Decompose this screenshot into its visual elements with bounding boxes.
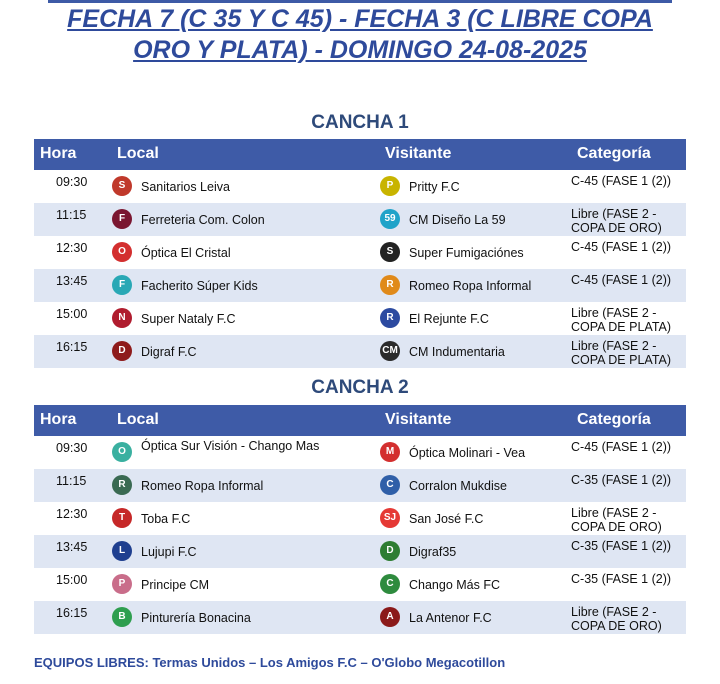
table-row [34,502,686,535]
table-header [34,405,686,436]
match-category: C-35 (FASE 1 (2)) [571,539,672,553]
lujupi-fc-crest-icon: L [112,541,132,561]
visitor-team: El Rejunte F.C [409,312,489,326]
match-time: 15:00 [56,573,88,587]
table-row [34,436,686,469]
super-fumigaciones-crest-icon: S [380,242,400,262]
match-time: 11:15 [56,474,87,488]
match-category: C-35 (FASE 1 (2)) [571,473,672,487]
visitor-team: Óptica Molinari - Vea [409,446,526,460]
header-hora: Hora [40,145,77,162]
toba-fc-crest-icon: T [112,508,132,528]
header-local: Local [117,411,159,428]
match-time: 12:30 [56,507,88,521]
local-team: Óptica Sur Visión - Chango Mas [141,439,320,453]
table-header [34,139,686,170]
match-category: C-45 (FASE 1 (2)) [571,240,672,254]
table-row [34,601,686,634]
cm-indumentaria-crest-icon: CM [380,341,400,361]
header-categoria: Categoría [577,411,651,428]
match-category: C-45 (FASE 1 (2)) [571,440,672,454]
local-team: Óptica El Cristal [141,246,231,260]
cancha-1-title: CANCHA 1 [311,112,409,133]
pritty-fc-crest-icon: P [380,176,400,196]
match-time: 15:00 [56,307,88,321]
local-team: Lujupi F.C [141,545,197,559]
romeo-ropa-informal-crest-icon: R [112,475,132,495]
header-categoria: Categoría [577,145,651,162]
cm-diseno-59-crest-icon: 59 [380,209,400,229]
page-title-line-2: ORO Y PLATA) - DOMINGO 24-08-2025 [133,36,587,64]
table-row [34,568,686,601]
chango-mas-fc-crest-icon: C [380,574,400,594]
visitor-team: San José F.C [409,512,484,526]
match-category: Libre (FASE 2 - COPA DE PLATA) [571,339,672,367]
match-time: 13:45 [56,274,88,288]
visitor-team: Super Fumigaciónes [409,246,524,260]
cancha-2-table [34,405,686,634]
san-jose-fc-crest-icon: SJ [380,508,400,528]
header-visitante: Visitante [385,411,452,428]
local-team: Ferreteria Com. Colon [141,213,265,227]
match-time: 09:30 [56,441,88,455]
visitor-team: Digraf35 [409,545,457,559]
visitor-team: La Antenor F.C [409,611,492,625]
match-time: 16:15 [56,606,88,620]
match-time: 11:15 [56,208,87,222]
match-category: C-35 (FASE 1 (2)) [571,572,672,586]
table-row [34,269,686,302]
match-category: Libre (FASE 2 - COPA DE ORO) [571,605,662,633]
page-title-line-1: FECHA 7 (C 35 Y C 45) - FECHA 3 (C LIBRE COPA [67,5,653,33]
match-time: 16:15 [56,340,88,354]
facherito-super-kids-crest-icon: F [112,275,132,295]
header-local: Local [117,145,159,162]
digraf-fc-crest-icon: D [112,341,132,361]
el-rejunte-crest-icon: R [380,308,400,328]
table-row [34,170,686,203]
cancha-1-table [34,139,686,368]
local-team: Digraf F.C [141,345,197,359]
visitor-team: Corralon Mukdise [409,479,507,493]
visitor-team: Chango Más FC [409,578,501,592]
corralon-mukdise-crest-icon: C [380,475,400,495]
local-team: Toba F.C [141,512,191,526]
match-category: Libre (FASE 2 - COPA DE ORO) [571,506,662,534]
table-row [34,469,686,502]
table-row [34,203,686,236]
pintureria-bonacina-crest-icon: B [112,607,132,627]
super-nataly-crest-icon: N [112,308,132,328]
top-accent-bar [48,0,672,3]
match-time: 12:30 [56,241,88,255]
visitor-team: CM Indumentaria [409,345,505,359]
match-category: Libre (FASE 2 - COPA DE PLATA) [571,306,672,334]
local-team: Facherito Súper Kids [141,279,258,293]
principe-cm-crest-icon: P [112,574,132,594]
table-row [34,236,686,269]
cancha-2-title: CANCHA 2 [311,377,409,398]
match-time: 13:45 [56,540,88,554]
table-row [34,335,686,368]
match-category: C-45 (FASE 1 (2)) [571,174,672,188]
table-row [34,535,686,568]
local-team: Principe CM [141,578,210,592]
match-category: Libre (FASE 2 - COPA DE ORO) [571,207,662,235]
free-teams-note: EQUIPOS LIBRES: Termas Unidos – Los Amigos F.C – O'Globo Megacotillon [34,655,506,670]
local-team: Pinturería Bonacina [141,611,251,625]
optica-el-cristal-crest-icon: O [112,242,132,262]
match-category: C-45 (FASE 1 (2)) [571,273,672,287]
digraf35-crest-icon: D [380,541,400,561]
optica-sur-vision-crest-icon: O [112,442,132,462]
page-title [0,4,720,66]
local-team: Sanitarios Leiva [141,180,230,194]
optica-molinari-crest-icon: M [380,442,400,462]
la-antenor-fc-crest-icon: A [380,607,400,627]
sanitarios-leiva-crest-icon: S [112,176,132,196]
header-hora: Hora [40,411,77,428]
table-row [34,302,686,335]
romeo-ropa-informal-crest-icon: R [380,275,400,295]
visitor-team: Romeo Ropa Informal [409,279,532,293]
ferreteria-colon-crest-icon: F [112,209,132,229]
header-visitante: Visitante [385,145,452,162]
local-team: Super Nataly F.C [141,312,236,326]
visitor-team: CM Diseño La 59 [409,213,506,227]
local-team: Romeo Ropa Informal [141,479,264,493]
visitor-team: Pritty F.C [409,180,460,194]
match-time: 09:30 [56,175,88,189]
